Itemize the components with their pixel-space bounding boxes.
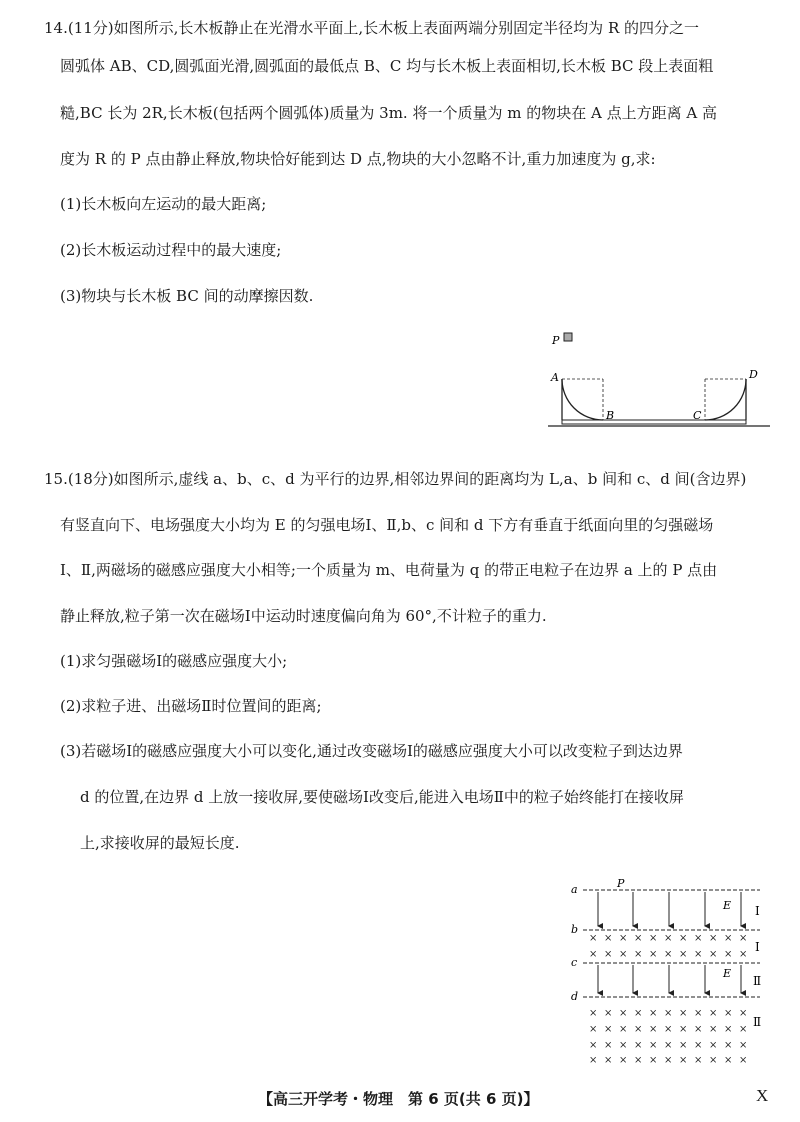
svg-text:×: × [694,1040,703,1051]
q15-region-ii-field: Ⅱ [753,974,762,988]
svg-text:×: × [604,1040,613,1051]
q15-label-c: c [571,956,578,969]
q14-label-b: B [606,409,615,422]
svg-text:×: × [619,1008,628,1019]
q15-line-4: 静止释放,粒子第一次在磁场Ⅰ中运动时速度偏向角为 60°,不计粒子的重力. [60,607,547,625]
svg-text:×: × [649,933,658,944]
svg-text:×: × [664,1040,673,1051]
svg-text:×: × [724,1024,733,1035]
svg-text:×: × [739,1024,748,1035]
svg-text:×: × [679,1024,688,1035]
q15-figure [565,876,775,1071]
svg-text:×: × [709,1008,718,1019]
svg-text:×: × [724,933,733,944]
q14-part-3: (3)物块与长木板 BC 间的动摩擦因数. [60,287,314,305]
svg-text:×: × [679,1055,688,1066]
svg-text:×: × [664,933,673,944]
svg-text:×: × [679,1040,688,1051]
svg-text:×: × [589,1024,598,1035]
q14-part-2: (2)长木板运动过程中的最大速度; [60,241,282,259]
svg-text:×: × [589,1040,598,1051]
svg-text:×: × [739,1040,748,1051]
svg-text:×: × [619,1024,628,1035]
svg-text:×: × [589,1055,598,1066]
svg-text:×: × [739,1055,748,1066]
svg-text:×: × [664,1024,673,1035]
q15-label-e1: E [723,899,732,912]
svg-text:×: × [619,949,628,960]
svg-text:×: × [604,949,613,960]
svg-text:×: × [634,1055,643,1066]
svg-text:×: × [664,1008,673,1019]
q15-part-2: (2)求粒子进、出磁场Ⅱ时位置间的距离; [60,697,322,715]
svg-text:×: × [679,1008,688,1019]
svg-text:×: × [619,1055,628,1066]
q14-part-1: (1)长木板向左运动的最大距离; [60,195,267,213]
q15-magnetic-field-i [589,933,747,960]
q15-part-3-cont-1: d 的位置,在边界 d 上放一接收屏,要使磁场Ⅰ改变后,能进入电场Ⅱ中的粒子始终能打在接收屏 [80,788,684,806]
q15-label-e2: E [723,967,732,980]
q14-figure [540,330,780,440]
svg-text:×: × [664,949,673,960]
svg-text:×: × [724,949,733,960]
svg-text:×: × [709,933,718,944]
svg-text:×: × [649,1008,658,1019]
svg-text:×: × [724,1055,733,1066]
svg-text:×: × [634,949,643,960]
q14-label-a: A [551,371,559,384]
q15-region-ii-mag: Ⅱ [753,1015,762,1029]
q14-line-2: 圆弧体 AB、CD,圆弧面光滑,圆弧面的最低点 B、C 均与长木板上表面相切,长木板 BC 段上表面粗 [60,57,714,75]
svg-text:×: × [709,1055,718,1066]
page-corner-mark: X [756,1086,769,1105]
svg-text:×: × [724,1008,733,1019]
q15-part-1: (1)求匀强磁场Ⅰ的磁感应强度大小; [60,652,288,670]
q15-label-b: b [571,923,579,936]
svg-text:×: × [694,949,703,960]
q15-part-3: (3)若磁场Ⅰ的磁感应强度大小可以变化,通过改变磁场Ⅰ的磁感应强度大小可以改变粒子到达边界 [60,742,683,760]
svg-text:×: × [709,949,718,960]
svg-text:×: × [649,1040,658,1051]
svg-text:×: × [739,1008,748,1019]
svg-text:×: × [694,1024,703,1035]
page-footer: 【高三开学考・物理 第 6 页(共 6 页)】 [258,1090,539,1108]
svg-text:×: × [709,1040,718,1051]
svg-text:×: × [634,1008,643,1019]
svg-text:×: × [694,933,703,944]
svg-text:×: × [739,949,748,960]
svg-text:×: × [634,1024,643,1035]
q15-region-i-mag: Ⅰ [755,940,760,954]
svg-text:×: × [604,1055,613,1066]
svg-text:×: × [724,1040,733,1051]
svg-text:×: × [679,949,688,960]
svg-text:×: × [589,933,598,944]
svg-text:×: × [739,933,748,944]
svg-text:×: × [619,933,628,944]
svg-text:×: × [649,1055,658,1066]
svg-text:×: × [634,933,643,944]
svg-text:×: × [649,949,658,960]
q15-label-a: a [571,883,578,896]
svg-text:×: × [619,1040,628,1051]
q14-label-p: P [552,334,560,347]
svg-text:×: × [634,1040,643,1051]
q15-part-3-cont-2: 上,求接收屏的最短长度. [80,834,240,852]
svg-text:×: × [664,1055,673,1066]
svg-text:×: × [604,933,613,944]
svg-text:×: × [649,1024,658,1035]
q14-label-d: D [749,368,758,381]
q15-line-3: Ⅰ、Ⅱ,两磁场的磁感应强度大小相等;一个质量为 m、电荷量为 q 的带正电粒子在边界 a 上的 P 点由 [60,561,718,579]
q14-board [562,420,746,424]
q15-label-d: d [571,990,579,1003]
svg-text:×: × [679,933,688,944]
svg-text:×: × [694,1008,703,1019]
svg-text:×: × [604,1008,613,1019]
q14-label-c: C [693,409,702,422]
svg-text:×: × [709,1024,718,1035]
q14-block-p [564,333,572,341]
q15-label-p: P [617,877,625,890]
q15-line-2: 有竖直向下、电场强度大小均为 E 的匀强电场Ⅰ、Ⅱ,b、c 间和 d 下方有垂直于纸面向里的匀强磁场 [60,516,714,534]
svg-text:×: × [604,1024,613,1035]
svg-text:×: × [694,1055,703,1066]
q15-region-i-field: Ⅰ [755,904,760,918]
svg-text:×: × [589,1008,598,1019]
q14-line-3: 糙,BC 长为 2R,长木板(包括两个圆弧体)质量为 3m. 将一个质量为 m 的物块在 A 点上方距离 A 高 [60,104,717,122]
svg-text:×: × [589,949,598,960]
q15-line-1: 15.(18分)如图所示,虚线 a、b、c、d 为平行的边界,相邻边界间的距离均为 L,a、b 间和 c、d 间(含边界) [44,470,747,488]
q14-line-4: 度为 R 的 P 点由静止释放,物块恰好能到达 D 点,物块的大小忽略不计,重力加速度为 g,求: [60,150,656,168]
q14-line-1: 14.(11分)如图所示,长木板静止在光滑水平面上,长木板上表面两端分别固定半径均为 R 的四分之一 [44,19,700,37]
q15-magnetic-field-ii [589,1008,747,1066]
